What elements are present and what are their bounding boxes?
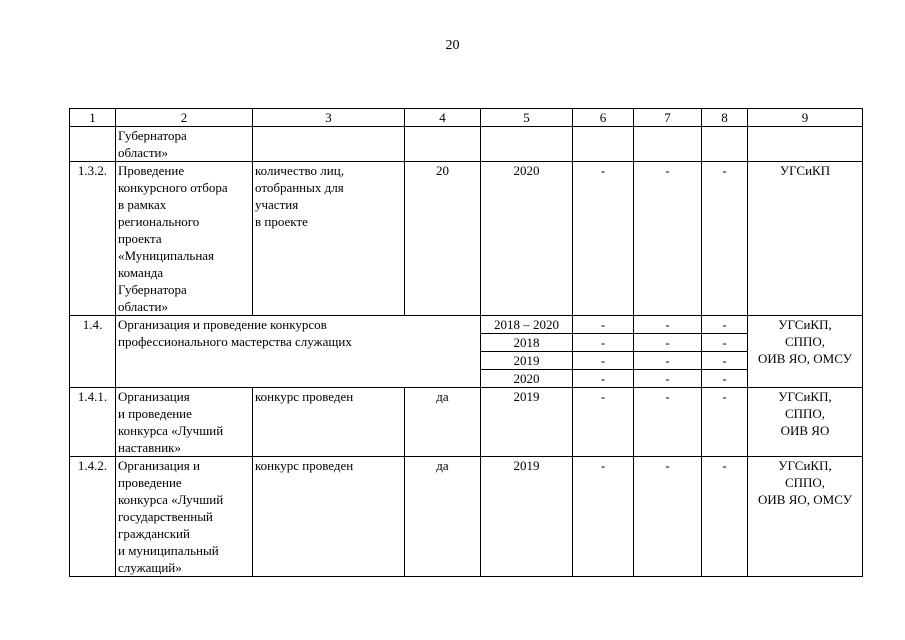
- col-8: -: [702, 388, 748, 457]
- plan-table: [69, 108, 863, 577]
- row-number: 1.4.: [70, 316, 116, 388]
- col-6: -: [573, 457, 634, 577]
- header-cell: 2: [116, 109, 253, 127]
- value: да: [405, 457, 481, 577]
- col-7: [634, 127, 702, 162]
- measure-name: Губернатора области»: [116, 127, 253, 162]
- col-8: -: [702, 316, 748, 334]
- executor: [748, 127, 863, 162]
- row-number: 1.4.2.: [70, 457, 116, 577]
- measure-name: Организация и проведение конкурса «Лучший наставник»: [116, 388, 253, 457]
- table-row: [70, 388, 863, 457]
- col-6: -: [573, 370, 634, 388]
- page-number: 20: [445, 38, 460, 53]
- col-7: -: [634, 334, 702, 352]
- table-row: [70, 316, 863, 334]
- col-8: -: [702, 352, 748, 370]
- header-cell: 6: [573, 109, 634, 127]
- row-number: [70, 127, 116, 162]
- table-row: [70, 127, 863, 162]
- col-7: -: [634, 388, 702, 457]
- measure-name: Организация и проведение конкурсов профессионального мастерства служащих: [116, 316, 481, 388]
- indicator: конкурс проведен: [253, 457, 405, 577]
- header-cell: 3: [253, 109, 405, 127]
- year: [481, 127, 573, 162]
- value: да: [405, 388, 481, 457]
- col-7: -: [634, 352, 702, 370]
- year: 2019: [481, 457, 573, 577]
- col-8: -: [702, 334, 748, 352]
- header-cell: 4: [405, 109, 481, 127]
- header-cell: 5: [481, 109, 573, 127]
- col-7: -: [634, 457, 702, 577]
- value: 20: [405, 162, 481, 316]
- indicator: [253, 127, 405, 162]
- table-row: [70, 457, 863, 577]
- year: 2020: [481, 370, 573, 388]
- col-8: -: [702, 162, 748, 316]
- header-cell: 8: [702, 109, 748, 127]
- value: [405, 127, 481, 162]
- header-cell: 9: [748, 109, 863, 127]
- header-cell: 7: [634, 109, 702, 127]
- col-6: -: [573, 162, 634, 316]
- col-6: [573, 127, 634, 162]
- year: 2018 – 2020: [481, 316, 573, 334]
- year: 2020: [481, 162, 573, 316]
- col-8: [702, 127, 748, 162]
- col-6: -: [573, 334, 634, 352]
- year: 2019: [481, 352, 573, 370]
- indicator: количество лиц, отобранных для участия в проекте: [253, 162, 405, 316]
- col-6: -: [573, 316, 634, 334]
- measure-name: Проведение конкурсного отбора в рамках регионального проекта «Муниципальная команда Губернатора области»: [116, 162, 253, 316]
- col-7: -: [634, 370, 702, 388]
- col-6: -: [573, 352, 634, 370]
- executor: УГСиКП: [748, 162, 863, 316]
- header-row: [70, 109, 863, 127]
- executor: УГСиКП, СППО, ОИВ ЯО: [748, 388, 863, 457]
- indicator: конкурс проведен: [253, 388, 405, 457]
- executor: УГСиКП, СППО, ОИВ ЯО, ОМСУ: [748, 457, 863, 577]
- col-8: -: [702, 457, 748, 577]
- measure-name: Организация и проведение конкурса «Лучший государственный гражданский и муниципальный служащий»: [116, 457, 253, 577]
- col-6: -: [573, 388, 634, 457]
- row-number: 1.4.1.: [70, 388, 116, 457]
- executor: УГСиКП, СППО, ОИВ ЯО, ОМСУ: [748, 316, 863, 388]
- col-7: -: [634, 316, 702, 334]
- table-row: [70, 162, 863, 316]
- row-number: 1.3.2.: [70, 162, 116, 316]
- year: 2018: [481, 334, 573, 352]
- header-cell: 1: [70, 109, 116, 127]
- col-8: -: [702, 370, 748, 388]
- col-7: -: [634, 162, 702, 316]
- year: 2019: [481, 388, 573, 457]
